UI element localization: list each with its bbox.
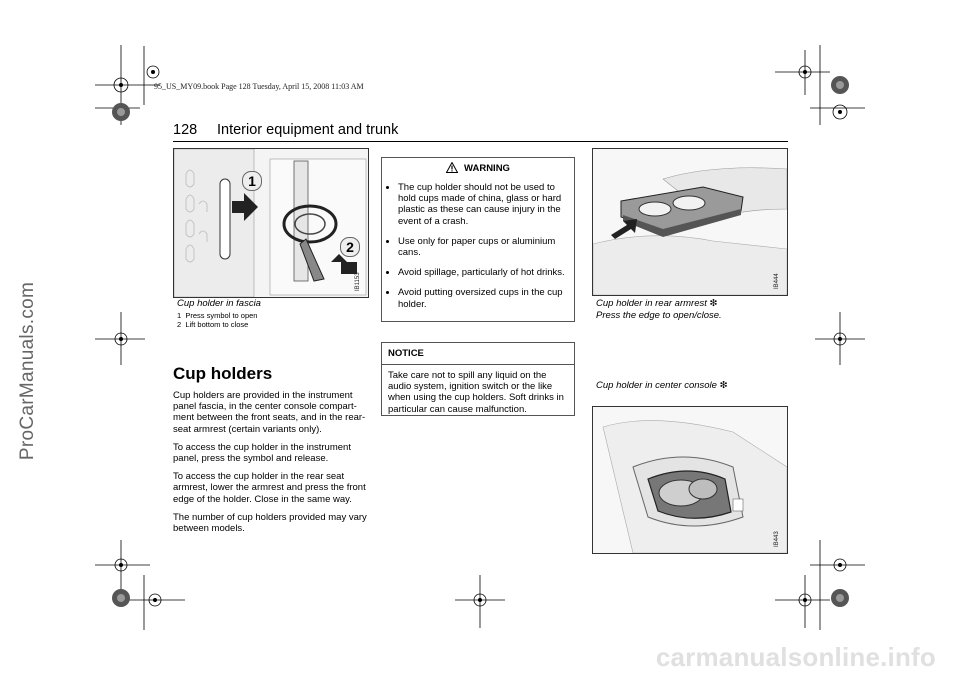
section-cup-holders <box>173 364 371 541</box>
callout-1: 1 <box>242 171 262 191</box>
console-caption <box>596 380 728 391</box>
armrest-caption <box>596 298 722 321</box>
warning-item: • Avoid putting oversized cups in the cup holder. <box>398 287 574 309</box>
figure-code: IB1153 <box>355 272 361 291</box>
warning-list <box>382 182 574 310</box>
page-number: 128 <box>173 122 198 138</box>
file-header: 95_US_MY09.book Page 128 Tuesday, April 15, 2008 11:03 AM <box>154 82 364 91</box>
warning-triangle-icon <box>446 162 458 176</box>
warning-box <box>381 157 575 322</box>
step-2 <box>177 320 257 329</box>
notice-text: Take care not to spill any liquid on the audio system, ignition switch or the like when using the cup holders. Soft drinks in particular can cause malfunction. <box>388 370 564 415</box>
paragraph: To access the cup holder in the instrument panel, press the symbol and release. <box>173 441 351 465</box>
figure-code: IB444 <box>774 273 780 289</box>
bottom-watermark: carmanualsonline.info <box>655 642 936 672</box>
warning-header <box>382 162 574 176</box>
notice-box <box>381 342 575 416</box>
page-title: Interior equipment and trunk <box>217 122 399 138</box>
warning-title: WARNING <box>464 163 510 174</box>
paragraph: The number of cup holders provided may vary between models. <box>173 511 367 535</box>
armrest-cupholder-illustration <box>592 148 788 296</box>
step-number: 1 <box>177 311 182 320</box>
step-text: Press symbol to open <box>185 311 258 320</box>
step-text: Lift bottom to close <box>185 320 249 329</box>
warning-item: • The cup holder should not be used to hold cups made of china, glass or hard plastic as these can cause injury in the event of a crash. <box>398 182 574 227</box>
armrest-drawing <box>593 149 787 295</box>
availability-star-icon: ❇ <box>719 380 728 391</box>
console-caption-title: Cup holder in center console <box>596 380 717 391</box>
section-body <box>173 390 371 534</box>
fascia-drawing <box>174 149 368 297</box>
fascia-caption: Cup holder in fascia <box>177 298 261 309</box>
notice-title: NOTICE <box>382 343 574 365</box>
fascia-cupholder-illustration <box>173 148 369 298</box>
callout-2: 2 <box>340 237 360 257</box>
armrest-caption-title: Cup holder in rear armrest <box>596 298 707 309</box>
console-cupholder-illustration <box>592 406 788 554</box>
paragraph: To access the cup holder in the rear seat armrest, lower the armrest and press the front edge of the holder. Close in the same way. <box>173 471 366 505</box>
step-number: 2 <box>177 320 182 329</box>
step-1 <box>177 311 257 320</box>
header-rule <box>173 141 788 142</box>
side-watermark: ProCarManuals.com <box>17 281 38 461</box>
figure-code: IB443 <box>774 531 780 547</box>
availability-star-icon: ❇ <box>709 298 718 309</box>
console-drawing <box>593 407 787 553</box>
section-heading: Cup holders <box>173 364 273 383</box>
warning-item: • Avoid spillage, particularly of hot drinks. <box>398 267 574 278</box>
fascia-steps <box>177 311 257 329</box>
paragraph: Cup holders are provided in the instrument panel fascia, in the center console compart-ment between the front seats, and in the rear-seat armrest (certain variants only). <box>173 390 366 435</box>
warning-item: • Use only for paper cups or aluminium cans. <box>398 236 574 258</box>
armrest-caption-instruction: Press the edge to open/close. <box>596 309 722 321</box>
